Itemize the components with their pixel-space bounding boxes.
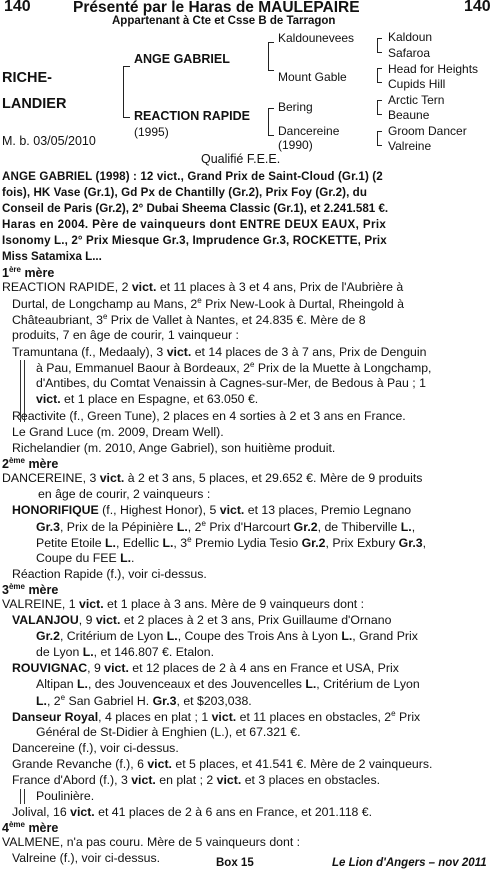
foal-rouvignac: ROUVIGNAC, 9 vict. et 12 places de 2 à 4 ans en France et USA, Prix [12,661,399,675]
foal-france-dabord: France d'Abord (f.), 3 vict. en plat ; 2 vict. et 3 places en obstacles. [12,773,381,787]
qualification: Qualifié F.E.E. [201,152,281,166]
dam-4-line: VALMENE, n'a pas couru. Mère de 5 vainqueurs dont : [2,835,301,849]
pedigree-bracket [377,38,378,53]
pedigree-bracket [123,66,124,118]
foal-rouvignac-line: Altipan L., des Jouvenceaux et des Jouvencelles L., Critérium de Lyon [36,677,420,691]
ancestor-gg: Beaune [388,108,430,122]
pedigree-bracket [377,145,382,146]
ancestor-gg: Groom Dancer [388,124,467,138]
ancestor-gg: Valreine [388,139,432,153]
foal-jolival: Jolival, 16 vict. et 41 places de 2 à 6 ans en France, et 201.118 €. [12,805,373,819]
pedigree-bracket [377,100,382,101]
dam-dam: Dancereine [278,124,340,138]
sire-sire: Kaldounevees [278,31,355,45]
foal-reaction-rapide: Réaction Rapide (f.), voir ci-dessus. [12,567,207,581]
pedigree-bracket [377,131,382,132]
foal-honorifique: HONORIFIQUE (f., Highest Honor), 5 vict. et 13 places, Premio Legnano [12,503,412,517]
section-heading-4th-dam: 4ème mère [2,820,59,836]
foal-dancereine: Dancereine (f.), voir ci-dessus. [12,741,179,755]
lot-number-left: 140 [4,0,31,15]
dam-sire: Bering [278,100,313,114]
dam-3-line: VALREINE, 1 vict. et 1 place à 3 ans. Mère de 9 vainqueurs dont : [2,597,365,611]
pedigree-bracket [268,70,274,71]
foal-france-dabord-line: Poulinière. [36,789,95,803]
foal-danseur-royal: Danseur Royal, 4 places en plat ; 1 vict. et 11 places en obstacles, 2e Prix [12,709,421,725]
foal-tramuntana-line: vict. et 1 place en Espagne, et 63.050 €. [36,392,259,406]
pedigree-bracket [268,108,269,136]
pedigree-bracket [123,66,130,67]
pedigree-bracket [377,68,382,69]
birth-info: M. b. 03/05/2010 [2,134,96,148]
pedigree-bracket [268,42,274,43]
pedigree-bracket [268,135,274,136]
dam-dam-year: (1990) [278,138,313,152]
sire-bio-line: fois), HK Vase (Gr.1), Gd Px de Chantilly (Gr.2), Prix Foy (Gr.2), du [2,186,368,199]
dam-2-line: DANCEREINE, 3 vict. à 2 et 3 ans, 5 places, et 29.652 €. Mère de 9 produits [2,471,423,485]
sire-bio-line: Haras en 2004. Père de vainqueurs dont ENTRE DEUX EAUX, Prix [2,218,387,231]
foal-valanjou-line: Gr.2, Critérium de Lyon L., Coupe des Trois Ans à Lyon L., Grand Prix [36,629,418,643]
section-heading-3rd-dam: 3ème mère [2,582,59,598]
foal-rouvignac-line: L., 2e San Gabriel H. Gr.3, et $203,038. [36,693,252,709]
ancestor-gg: Head for Heights [388,62,479,76]
section-heading-1st-dam: 1ère mère [2,265,55,281]
pedigree-bracket [377,114,382,115]
ancestor-gg: Kaldoun [388,30,433,44]
dam-name: REACTION RAPIDE [134,109,250,123]
dam-year: (1995) [134,125,169,139]
foal-richelandier: Richelandier (m. 2010, Ange Gabriel), son huitième produit. [12,441,336,455]
section-heading-2nd-dam: 2ème mère [2,456,59,472]
sale-name: Le Lion d'Angers – nov 2011 [332,857,487,869]
sire-bio-line: ANGE GABRIEL (1998) : 12 vict., Grand Prix de Saint-Cloud (Gr.1) (2 [2,170,383,183]
dam-2-line: en âge de courir, 2 vainqueurs : [38,487,211,501]
foal-honorifique-line: Petite Etoile L., Edellic L., 3e Premio Lydia Tesio Gr.2, Prix Exbury Gr.3, [36,535,427,551]
foal-danseur-royal-line: Général de St-Didier à Enghien (L.), et 67.321 €. [36,725,301,739]
pedigree-bracket [377,82,382,83]
dam-1-line: Durtal, de Longchamp au Mans, 2e Prix New-Look à Durtal, Rheingold à [12,296,405,312]
dam-1-line: produits, 7 en âge de courir, 1 vainqueur : [12,328,239,342]
ancestor-gg: Cupids Hill [388,77,446,91]
lot-number-right: 140 [464,0,491,15]
sire-name: ANGE GABRIEL [134,52,230,66]
sire-bio-line: Conseil de Paris (Gr.2), 2° Dubai Sheema Classic (Gr.1), et 2.241.581 €. [2,202,389,215]
sire-dam: Mount Gable [278,70,347,84]
indent-bar [20,789,25,804]
foal-honorifique-line: Gr.3, Prix de la Pépinière L., 2e Prix d'Harcourt Gr.2, de Thiberville L., [36,519,416,535]
owner-subtitle: Appartenant à Cte et Csse B de Tarragon [112,15,336,27]
pedigree-bracket [377,131,378,146]
foal-valanjou: VALANJOU, 9 vict. et 2 places à 2 et 3 ans, Prix Guillaume d'Ornano [12,613,392,627]
box-number: Box 15 [216,857,254,869]
pedigree-bracket [377,38,382,39]
horse-name-line2: LANDIER [2,96,67,112]
sire-bio-line: Miss Satamixa L... [2,250,102,263]
dam-1-line: REACTION RAPIDE, 2 vict. et 11 places à 3 et 4 ans, Prix de l'Aubrière à [2,280,404,294]
foal-honorifique-line: Coupe du FEE L.. [36,551,135,565]
foal-valreine: Valreine (f.), voir ci-dessus. [12,851,161,865]
page-title: Présenté par le Haras de MAULEPAIRE [73,0,360,16]
foal-tramuntana: Tramuntana (f., Medaaly), 3 vict. et 14 places de 3 à 7 ans, Prix de Denguin [12,345,427,359]
dam-1-line: Châteaubriant, 3e Prix de Vallet à Nantes, et 24.835 €. Mère de 8 [12,312,366,328]
pedigree-bracket [123,117,130,118]
pedigree-bracket [268,108,274,109]
sire-bio-line: Isonomy L., 2° Prix Miesque Gr.3, Imprudence Gr.3, ROCKETTE, Prix [2,234,387,247]
foal-tramuntana-line: à Pau, Emmanuel Baour à Bordeaux, 2e Prix de la Muette à Longchamp, [36,360,432,376]
pedigree-bracket [377,100,378,115]
pedigree-bracket [268,42,269,71]
horse-name-line1: RICHE- [2,70,52,86]
ancestor-gg: Safaroa [388,46,431,60]
foal-tramuntana-line: d'Antibes, du Comtat Venaissin à Cagnes-sur-Mer, de Bedous à Pau ; 1 [36,376,426,390]
foal-valanjou-line: de Lyon L., et 146.807 €. Etalon. [36,645,214,659]
pedigree-bracket [377,68,378,83]
ancestor-gg: Arctic Tern [388,93,445,107]
pedigree-bracket [377,52,382,53]
foal-reactivite: Reactivite (f., Green Tune), 2 places en 4 sorties à 2 et 3 ans en France. [12,409,406,423]
foal-le-grand-luce: Le Grand Luce (m. 2009, Dream Well). [12,425,224,439]
foal-grande-revanche: Grande Revanche (f.), 6 vict. et 5 places, et 41.541 €. Mère de 2 vainqueurs. [12,757,433,771]
